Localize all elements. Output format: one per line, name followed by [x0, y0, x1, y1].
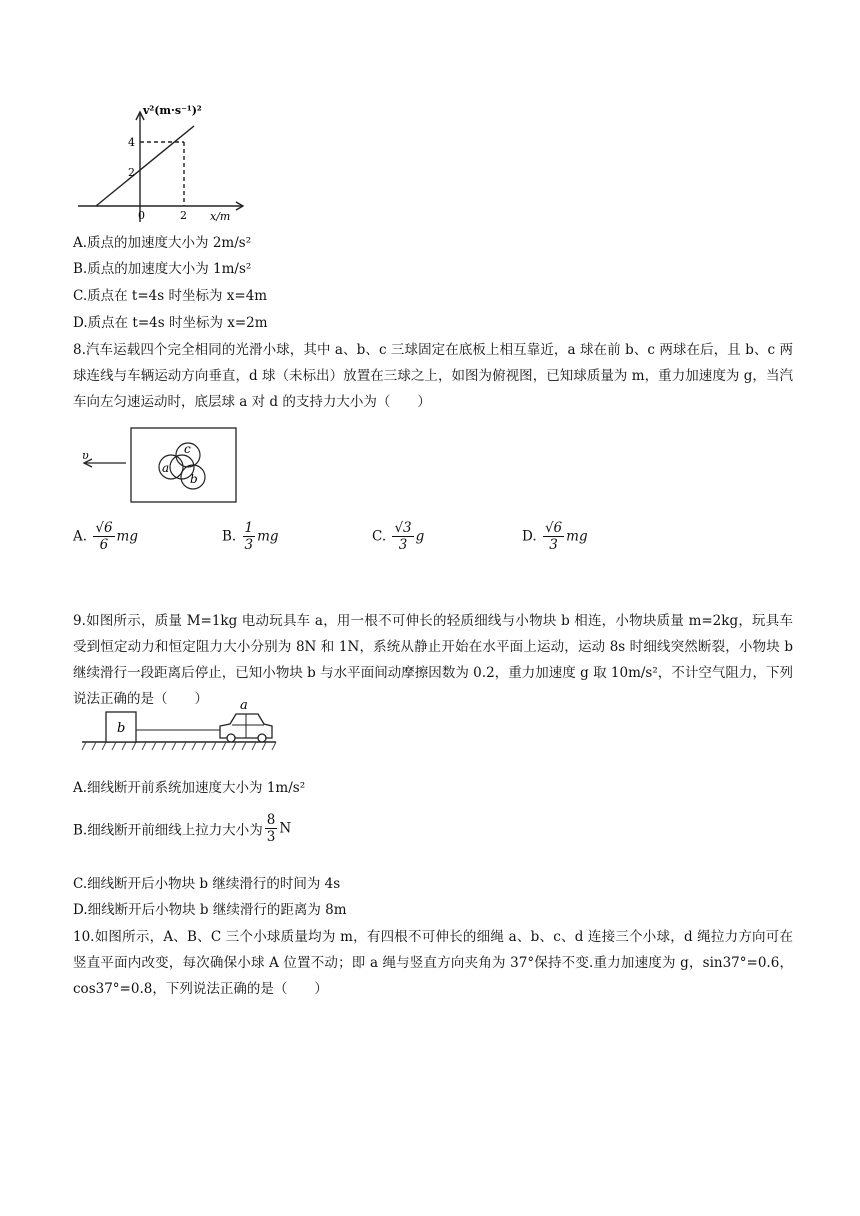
- q8-top-view-figure: [70, 425, 240, 505]
- q8-option-b-num: 1: [244, 520, 254, 536]
- q8-option-b-tail: mg: [257, 528, 279, 545]
- q8-option-b-den: 3: [244, 537, 254, 553]
- q9-option-b-unit: N: [279, 820, 292, 837]
- graph-x-tick-0: 0: [138, 209, 145, 222]
- q8-fig-b: b: [190, 472, 198, 486]
- q8-option-b: [222, 520, 279, 553]
- q8-question: 8.汽车运载四个完全相同的光滑小球，其中 a、b、c 三球固定在底板上相互靠近，a 球在前 b、c 两球在后，且 b、c 两球连线与车辆运动方向垂直，d 球（未标出）放置在三球之上，如图为俯视图，已知球质量为 m，重力加速度为 g，当汽车向左匀速运动时，底层球 a 对 d 的支持力大小为（ ）: [73, 342, 793, 410]
- q8-option-d: [522, 520, 588, 553]
- graph-tick-2: 2: [128, 166, 135, 179]
- q8-option-a-label: A.: [73, 528, 88, 545]
- q9-option-b-den: 3: [266, 829, 276, 845]
- q8-fig-v: υ: [82, 449, 89, 462]
- q8-option-d-frac: [543, 520, 564, 553]
- graph-x-tick-2: 2: [180, 209, 187, 222]
- q7-option-d: D.质点在 t=4s 时坐标为 x=2m: [73, 315, 268, 331]
- q8-option-a-den: 6: [99, 537, 109, 553]
- q9-option-b: [73, 812, 291, 845]
- q8-fig-a: a: [162, 461, 170, 475]
- q8-option-c-frac: [392, 520, 413, 553]
- q9-option-b-num: 8: [266, 812, 276, 828]
- q8-option-d-num: √6: [544, 520, 563, 536]
- q8-option-d-den: 3: [549, 537, 558, 553]
- q9-option-b-prefix: B.细线断开前细线上拉力大小为: [73, 822, 263, 839]
- graph-y-label: v²(m·s⁻¹)²: [143, 104, 202, 117]
- q8-option-a: [73, 520, 138, 553]
- q8-fig-c: c: [184, 442, 191, 456]
- q8-option-d-tail: mg: [566, 528, 588, 545]
- q8-option-c-num: √3: [394, 520, 412, 536]
- q9-question: 9.如图所示，质量 M=1kg 电动玩具车 a，用一根不可伸长的轻质细线与小物块 b 相连，小物块质量 m=2kg，玩具车受到恒定动力和恒定阻力大小分别为 8N 和 1N，系统从静止开始在水平面上运动，运动 8s 时细线突然断裂，小物块 b 继续滑行一段距离后停止，已知小物块 b 与水平面间动摩擦因数为 0.2，重力加速度 g 取 10m/s²，不计空气阻力，下列说法正确的是（ ）: [73, 613, 793, 707]
- q9-option-a: A.细线断开前系统加速度大小为 1m/s²: [73, 780, 306, 796]
- q8-option-b-frac: [243, 520, 256, 553]
- v2-x-graph: [70, 100, 250, 225]
- q8-option-a-tail: mg: [116, 528, 138, 545]
- q7-option-c: C.质点在 t=4s 时坐标为 x=4m: [73, 288, 268, 304]
- q8-option-c-label: C.: [372, 528, 387, 545]
- q9-option-d: D.细线断开后小物块 b 继续滑行的距离为 8m: [73, 902, 347, 918]
- q9-fig-a: a: [240, 698, 248, 713]
- q8-option-c-den: 3: [398, 537, 408, 553]
- q8-option-a-num: √6: [95, 520, 113, 536]
- q9-car-block-figure: [80, 698, 280, 753]
- graph-x-label: x/m: [210, 210, 231, 223]
- q9-fig-b: b: [117, 721, 126, 736]
- q8-option-d-label: D.: [522, 528, 537, 545]
- graph-tick-4: 4: [128, 136, 135, 149]
- q8-option-c: [372, 520, 424, 553]
- q7-option-a: A.质点的加速度大小为 2m/s²: [73, 235, 252, 251]
- q8-option-a-frac: [93, 520, 114, 553]
- q7-option-b: B.质点的加速度大小为 1m/s²: [73, 261, 252, 277]
- q8-option-b-label: B.: [222, 528, 237, 545]
- q9-option-b-frac: [265, 812, 278, 845]
- q10-question: 10.如图所示，A、B、C 三个小球质量均为 m，有四根不可伸长的细绳 a、b、c、d 连接三个小球，d 绳拉力方向可在竖直平面内改变，每次确保小球 A 位置不动；即 a 绳与竖直方向夹角为 37°保持不变.重力加速度为 g，sin37°=0.6，cos37°=0.8，下列说法正确的是（ ）: [73, 929, 793, 997]
- q8-option-c-tail: g: [415, 528, 425, 545]
- q9-option-c: C.细线断开后小物块 b 继续滑行的时间为 4s: [73, 876, 341, 892]
